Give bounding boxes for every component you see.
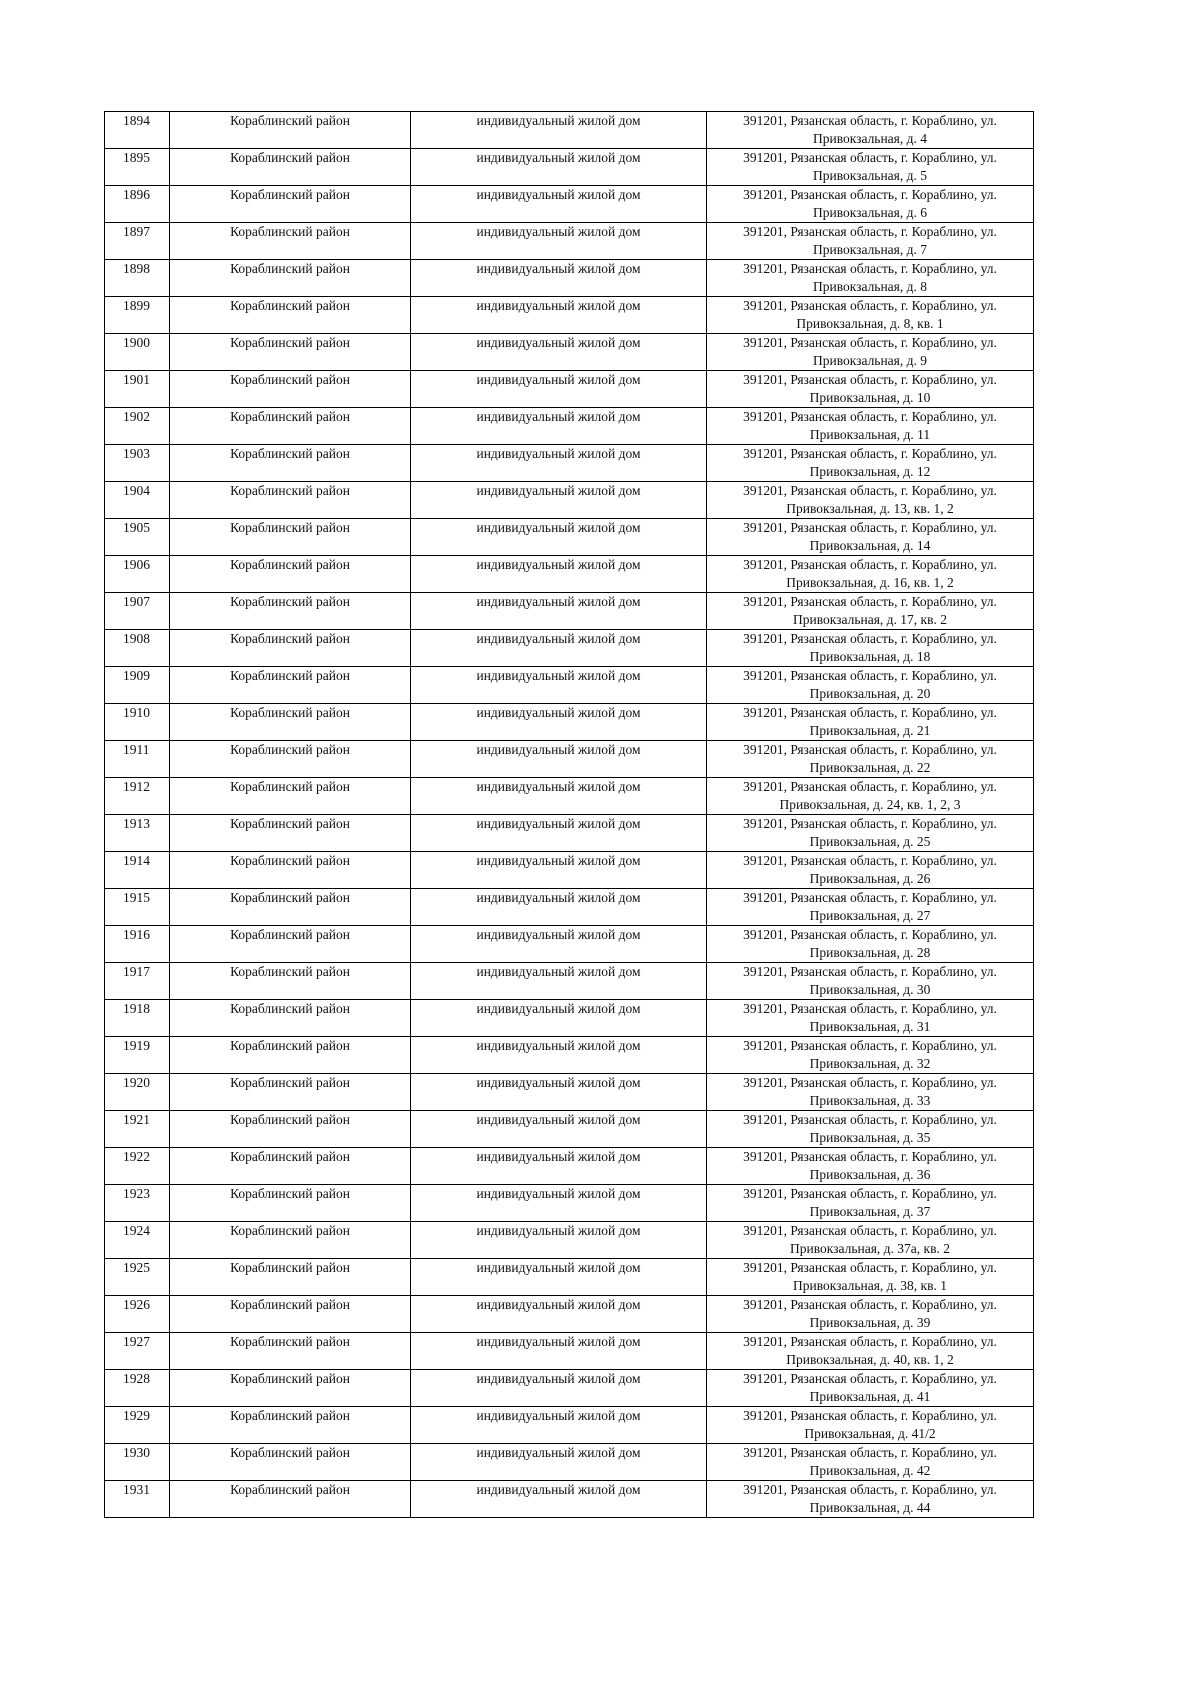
housing-registry-table [104,111,1034,1518]
address-cell [707,778,1034,815]
address-line-1: 391201, Рязанская область, г. Кораблино, ул. [743,1482,997,1497]
object-type-cell: индивидуальный жилой дом [411,1037,707,1074]
object-type-cell: индивидуальный жилой дом [411,1074,707,1111]
object-type-cell: индивидуальный жилой дом [411,815,707,852]
object-type-cell: индивидуальный жилой дом [411,149,707,186]
address-line-2: Привокзальная, д. 25 [809,834,931,849]
district-cell: Кораблинский район [170,1296,411,1333]
table-row [105,1074,1034,1111]
address-line-2: Привокзальная, д. 20 [809,686,931,701]
address-cell [707,630,1034,667]
district-cell: Кораблинский район [170,1111,411,1148]
address-cell [707,963,1034,1000]
row-number: 1930 [105,1444,170,1481]
address-cell [707,186,1034,223]
address-line-1: 391201, Рязанская область, г. Кораблино, ул. [743,927,997,942]
object-type-cell: индивидуальный жилой дом [411,1444,707,1481]
object-type-cell: индивидуальный жилой дом [411,556,707,593]
address-line-2: Привокзальная, д. 40, кв. 1, 2 [786,1352,954,1367]
table-row [105,1037,1034,1074]
address-cell [707,1296,1034,1333]
district-cell: Кораблинский район [170,149,411,186]
row-number: 1897 [105,223,170,260]
address-line-2: Привокзальная, д. 21 [809,723,931,738]
address-cell [707,297,1034,334]
table-row [105,630,1034,667]
object-type-cell: индивидуальный жилой дом [411,371,707,408]
address-line-1: 391201, Рязанская область, г. Кораблино, ул. [743,631,997,646]
address-line-2: Привокзальная, д. 28 [809,945,931,960]
object-type-cell: индивидуальный жилой дом [411,112,707,149]
district-cell: Кораблинский район [170,445,411,482]
object-type-cell: индивидуальный жилой дом [411,630,707,667]
address-cell [707,1000,1034,1037]
object-type-cell: индивидуальный жилой дом [411,334,707,371]
district-cell: Кораблинский район [170,1481,411,1518]
row-number: 1896 [105,186,170,223]
address-line-2: Привокзальная, д. 13, кв. 1, 2 [786,501,954,516]
address-cell [707,482,1034,519]
row-number: 1898 [105,260,170,297]
object-type-cell: индивидуальный жилой дом [411,704,707,741]
table-row [105,926,1034,963]
address-line-1: 391201, Рязанская область, г. Кораблино, ул. [743,742,997,757]
table-row [105,223,1034,260]
object-type-cell: индивидуальный жилой дом [411,1407,707,1444]
row-number: 1929 [105,1407,170,1444]
table-row [105,1259,1034,1296]
address-line-1: 391201, Рязанская область, г. Кораблино, ул. [743,1075,997,1090]
address-line-1: 391201, Рязанская область, г. Кораблино, ул. [743,1001,997,1016]
row-number: 1922 [105,1148,170,1185]
address-cell [707,704,1034,741]
district-cell: Кораблинский район [170,1185,411,1222]
object-type-cell: индивидуальный жилой дом [411,1259,707,1296]
table-row [105,667,1034,704]
row-number: 1920 [105,1074,170,1111]
row-number: 1923 [105,1185,170,1222]
object-type-cell: индивидуальный жилой дом [411,1111,707,1148]
object-type-cell: индивидуальный жилой дом [411,926,707,963]
object-type-cell: индивидуальный жилой дом [411,1000,707,1037]
address-line-2: Привокзальная, д. 32 [809,1056,931,1071]
district-cell: Кораблинский район [170,1407,411,1444]
object-type-cell: индивидуальный жилой дом [411,1333,707,1370]
address-line-2: Привокзальная, д. 41 [809,1389,931,1404]
address-line-2: Привокзальная, д. 4 [812,131,928,146]
district-cell: Кораблинский район [170,556,411,593]
address-cell [707,1407,1034,1444]
address-line-2: Привокзальная, д. 31 [809,1019,931,1034]
table-row [105,1148,1034,1185]
row-number: 1928 [105,1370,170,1407]
address-line-2: Привокзальная, д. 30 [809,982,931,997]
object-type-cell: индивидуальный жилой дом [411,667,707,704]
table-row [105,1333,1034,1370]
address-line-2: Привокзальная, д. 36 [809,1167,931,1182]
row-number: 1924 [105,1222,170,1259]
address-line-1: 391201, Рязанская область, г. Кораблино, ул. [743,372,997,387]
table-row [105,889,1034,926]
table-row [105,963,1034,1000]
address-line-1: 391201, Рязанская область, г. Кораблино, ул. [743,853,997,868]
address-line-1: 391201, Рязанская область, г. Кораблино, ул. [743,1334,997,1349]
table-row [105,371,1034,408]
district-cell: Кораблинский район [170,519,411,556]
address-line-2: Привокзальная, д. 14 [809,538,931,553]
address-cell [707,1222,1034,1259]
table-row [105,1111,1034,1148]
address-cell [707,815,1034,852]
address-cell [707,1185,1034,1222]
address-cell [707,1111,1034,1148]
address-line-1: 391201, Рязанская область, г. Кораблино, ул. [743,1408,997,1423]
district-cell: Кораблинский район [170,1000,411,1037]
address-cell [707,445,1034,482]
address-line-1: 391201, Рязанская область, г. Кораблино, ул. [743,1371,997,1386]
row-number: 1912 [105,778,170,815]
row-number: 1911 [105,741,170,778]
table-row [105,1222,1034,1259]
row-number: 1901 [105,371,170,408]
district-cell: Кораблинский район [170,1444,411,1481]
address-line-1: 391201, Рязанская область, г. Кораблино, ул. [743,705,997,720]
table-row [105,1444,1034,1481]
address-line-1: 391201, Рязанская область, г. Кораблино, ул. [743,483,997,498]
address-cell [707,371,1034,408]
district-cell: Кораблинский район [170,926,411,963]
table-row [105,482,1034,519]
address-line-1: 391201, Рязанская область, г. Кораблино, ул. [743,409,997,424]
row-number: 1909 [105,667,170,704]
table-row [105,815,1034,852]
table-row [105,334,1034,371]
address-line-2: Привокзальная, д. 41/2 [804,1426,936,1441]
object-type-cell: индивидуальный жилой дом [411,1222,707,1259]
row-number: 1927 [105,1333,170,1370]
address-line-1: 391201, Рязанская область, г. Кораблино, ул. [743,261,997,276]
address-line-1: 391201, Рязанская область, г. Кораблино, ул. [743,1297,997,1312]
address-line-2: Привокзальная, д. 10 [809,390,931,405]
object-type-cell: индивидуальный жилой дом [411,482,707,519]
address-cell [707,852,1034,889]
row-number: 1910 [105,704,170,741]
object-type-cell: индивидуальный жилой дом [411,852,707,889]
district-cell: Кораблинский район [170,963,411,1000]
district-cell: Кораблинский район [170,1370,411,1407]
object-type-cell: индивидуальный жилой дом [411,519,707,556]
address-line-2: Привокзальная, д. 9 [812,353,928,368]
row-number: 1926 [105,1296,170,1333]
district-cell: Кораблинский район [170,778,411,815]
row-number: 1907 [105,593,170,630]
district-cell: Кораблинский район [170,704,411,741]
address-cell [707,741,1034,778]
address-line-2: Привокзальная, д. 38, кв. 1 [793,1278,947,1293]
object-type-cell: индивидуальный жилой дом [411,1481,707,1518]
table-row [105,778,1034,815]
table-row [105,297,1034,334]
address-cell [707,519,1034,556]
address-line-2: Привокзальная, д. 42 [809,1463,931,1478]
district-cell: Кораблинский район [170,1037,411,1074]
district-cell: Кораблинский район [170,852,411,889]
table-row [105,741,1034,778]
address-line-2: Привокзальная, д. 24, кв. 1, 2, 3 [779,797,961,812]
table-row [105,149,1034,186]
district-cell: Кораблинский район [170,1222,411,1259]
address-cell [707,334,1034,371]
address-line-2: Привокзальная, д. 16, кв. 1, 2 [786,575,954,590]
row-number: 1905 [105,519,170,556]
object-type-cell: индивидуальный жилой дом [411,186,707,223]
address-line-1: 391201, Рязанская область, г. Кораблино, ул. [743,816,997,831]
address-line-1: 391201, Рязанская область, г. Кораблино, ул. [743,1149,997,1164]
address-cell [707,408,1034,445]
district-cell: Кораблинский район [170,741,411,778]
district-cell: Кораблинский район [170,186,411,223]
address-line-2: Привокзальная, д. 35 [809,1130,931,1145]
table-row [105,1370,1034,1407]
district-cell: Кораблинский район [170,482,411,519]
row-number: 1906 [105,556,170,593]
address-line-2: Привокзальная, д. 22 [809,760,931,775]
address-line-2: Привокзальная, д. 8 [812,279,928,294]
address-line-1: 391201, Рязанская область, г. Кораблино, ул. [743,446,997,461]
table-row [105,1296,1034,1333]
address-cell [707,926,1034,963]
row-number: 1903 [105,445,170,482]
address-cell [707,149,1034,186]
district-cell: Кораблинский район [170,1148,411,1185]
address-line-1: 391201, Рязанская область, г. Кораблино, ул. [743,779,997,794]
address-line-1: 391201, Рязанская область, г. Кораблино, ул. [743,335,997,350]
row-number: 1895 [105,149,170,186]
table-row [105,1481,1034,1518]
address-line-1: 391201, Рязанская область, г. Кораблино, ул. [743,150,997,165]
address-cell [707,593,1034,630]
table-row [105,408,1034,445]
address-line-2: Привокзальная, д. 27 [809,908,931,923]
address-line-2: Привокзальная, д. 5 [812,168,928,183]
address-line-2: Привокзальная, д. 6 [812,205,928,220]
address-line-1: 391201, Рязанская область, г. Кораблино, ул. [743,890,997,905]
address-cell [707,223,1034,260]
district-cell: Кораблинский район [170,408,411,445]
object-type-cell: индивидуальный жилой дом [411,1148,707,1185]
address-line-2: Привокзальная, д. 8, кв. 1 [796,316,944,331]
address-cell [707,260,1034,297]
address-line-1: 391201, Рязанская область, г. Кораблино, ул. [743,557,997,572]
table-row [105,519,1034,556]
address-line-2: Привокзальная, д. 17, кв. 2 [793,612,947,627]
row-number: 1894 [105,112,170,149]
row-number: 1900 [105,334,170,371]
row-number: 1931 [105,1481,170,1518]
table-row [105,186,1034,223]
table-row [105,852,1034,889]
address-cell [707,112,1034,149]
address-cell [707,1259,1034,1296]
table-row [105,112,1034,149]
row-number: 1916 [105,926,170,963]
row-number: 1917 [105,963,170,1000]
address-line-2: Привокзальная, д. 12 [809,464,931,479]
address-line-2: Привокзальная, д. 18 [809,649,931,664]
address-line-1: 391201, Рязанская область, г. Кораблино, ул. [743,964,997,979]
district-cell: Кораблинский район [170,1259,411,1296]
row-number: 1918 [105,1000,170,1037]
address-line-1: 391201, Рязанская область, г. Кораблино, ул. [743,594,997,609]
table-body [105,112,1034,1518]
district-cell: Кораблинский район [170,297,411,334]
address-cell [707,1481,1034,1518]
address-cell [707,556,1034,593]
table-row [105,704,1034,741]
row-number: 1915 [105,889,170,926]
address-line-2: Привокзальная, д. 44 [809,1500,931,1515]
object-type-cell: индивидуальный жилой дом [411,297,707,334]
object-type-cell: индивидуальный жилой дом [411,260,707,297]
address-line-1: 391201, Рязанская область, г. Кораблино, ул. [743,1260,997,1275]
table-row [105,260,1034,297]
row-number: 1913 [105,815,170,852]
address-line-1: 391201, Рязанская область, г. Кораблино, ул. [743,224,997,239]
address-line-1: 391201, Рязанская область, г. Кораблино, ул. [743,1186,997,1201]
address-line-1: 391201, Рязанская область, г. Кораблино, ул. [743,113,997,128]
district-cell: Кораблинский район [170,260,411,297]
address-cell [707,1148,1034,1185]
address-line-1: 391201, Рязанская область, г. Кораблино, ул. [743,1112,997,1127]
table-row [105,1000,1034,1037]
table-row [105,445,1034,482]
object-type-cell: индивидуальный жилой дом [411,445,707,482]
table-row [105,1407,1034,1444]
district-cell: Кораблинский район [170,1333,411,1370]
district-cell: Кораблинский район [170,815,411,852]
address-cell [707,667,1034,704]
object-type-cell: индивидуальный жилой дом [411,593,707,630]
row-number: 1902 [105,408,170,445]
district-cell: Кораблинский район [170,112,411,149]
object-type-cell: индивидуальный жилой дом [411,223,707,260]
row-number: 1919 [105,1037,170,1074]
object-type-cell: индивидуальный жилой дом [411,778,707,815]
address-cell [707,1037,1034,1074]
address-line-1: 391201, Рязанская область, г. Кораблино, ул. [743,1038,997,1053]
district-cell: Кораблинский район [170,1074,411,1111]
address-line-1: 391201, Рязанская область, г. Кораблино, ул. [743,187,997,202]
district-cell: Кораблинский район [170,630,411,667]
address-line-2: Привокзальная, д. 37а, кв. 2 [790,1241,950,1256]
table-row [105,1185,1034,1222]
row-number: 1908 [105,630,170,667]
address-line-1: 391201, Рязанская область, г. Кораблино, ул. [743,668,997,683]
address-line-1: 391201, Рязанская область, г. Кораблино, ул. [743,1223,997,1238]
address-line-2: Привокзальная, д. 33 [809,1093,931,1108]
address-cell [707,889,1034,926]
table-row [105,593,1034,630]
object-type-cell: индивидуальный жилой дом [411,889,707,926]
row-number: 1914 [105,852,170,889]
address-line-2: Привокзальная, д. 26 [809,871,931,886]
row-number: 1925 [105,1259,170,1296]
address-line-1: 391201, Рязанская область, г. Кораблино, ул. [743,520,997,535]
address-line-1: 391201, Рязанская область, г. Кораблино, ул. [743,1445,997,1460]
address-line-2: Привокзальная, д. 37 [809,1204,931,1219]
address-cell [707,1370,1034,1407]
district-cell: Кораблинский район [170,223,411,260]
row-number: 1904 [105,482,170,519]
address-line-1: 391201, Рязанская область, г. Кораблино, ул. [743,298,997,313]
object-type-cell: индивидуальный жилой дом [411,963,707,1000]
address-line-2: Привокзальная, д. 7 [812,242,928,257]
address-line-2: Привокзальная, д. 39 [809,1315,931,1330]
object-type-cell: индивидуальный жилой дом [411,741,707,778]
table-row [105,556,1034,593]
address-cell [707,1333,1034,1370]
object-type-cell: индивидуальный жилой дом [411,1370,707,1407]
row-number: 1921 [105,1111,170,1148]
address-cell [707,1074,1034,1111]
row-number: 1899 [105,297,170,334]
object-type-cell: индивидуальный жилой дом [411,408,707,445]
address-cell [707,1444,1034,1481]
district-cell: Кораблинский район [170,334,411,371]
district-cell: Кораблинский район [170,371,411,408]
district-cell: Кораблинский район [170,593,411,630]
object-type-cell: индивидуальный жилой дом [411,1185,707,1222]
district-cell: Кораблинский район [170,667,411,704]
address-line-2: Привокзальная, д. 11 [809,427,931,442]
district-cell: Кораблинский район [170,889,411,926]
object-type-cell: индивидуальный жилой дом [411,1296,707,1333]
